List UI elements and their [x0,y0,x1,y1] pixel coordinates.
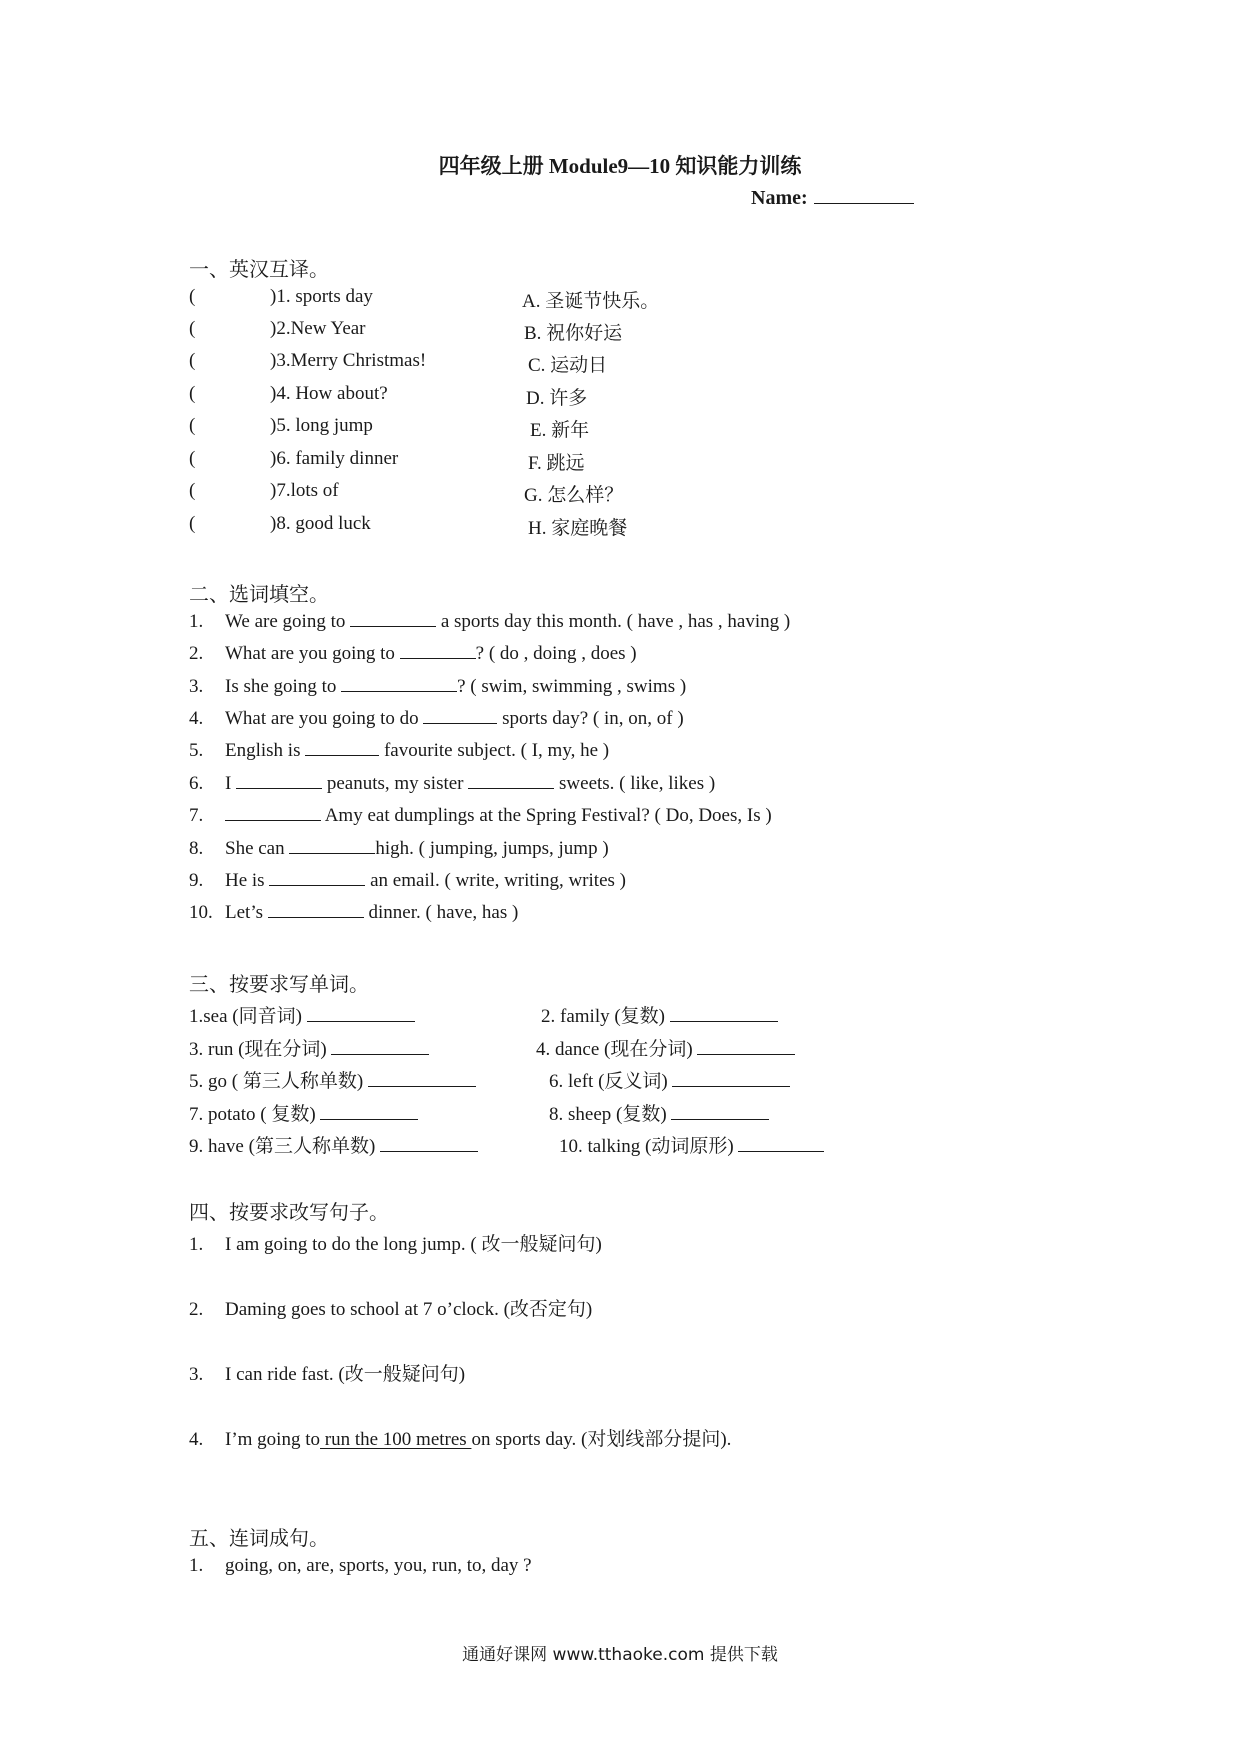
s2-item-num: 8. [189,838,204,859]
s1-item-left: )1. sports day [270,286,373,307]
s3-item-left: 5. go ( 第三人称单数) [189,1066,476,1093]
s1-item-right: F. 跳远 [528,453,585,474]
answer-blank[interactable] [268,902,364,918]
answer-blank[interactable] [368,1071,476,1087]
s3-item-right: 2. family (复数) [541,1001,778,1028]
section3-heading: 三、按要求写单词。 [189,974,369,996]
section4-heading: 四、按要求改写句子。 [189,1202,389,1224]
s2-item-num: 10. [189,902,213,923]
s2-item-num: 7. [189,805,204,826]
s4-item: 4. I’m going to run the 100 metres on sports day. (对划线部分提问). [189,1429,732,1450]
s2-item: 6. I peanuts, my sister sweets. ( like, likes ) [189,773,716,794]
s1-item-left: )7.lots of [270,480,339,501]
answer-blank[interactable] [672,1071,790,1087]
name-label: Name: [751,187,808,209]
section1-heading: 一、英汉互译。 [189,259,329,281]
s2-item-num: 4. [189,708,204,729]
s1-item-left: )5. long jump [270,415,373,436]
answer-blank[interactable] [236,773,322,789]
s3-item-right: 10. talking (动词原形) [559,1131,824,1158]
s1-item-left: )4. How about? [270,383,388,404]
underlined-phrase: run the 100 metres [320,1429,472,1450]
s1-item-left: )6. family dinner [270,448,399,469]
s1-item-right: D. 许多 [526,388,588,409]
s3-item-left: 1.sea (同音词) [189,1001,415,1028]
answer-blank[interactable] [423,708,497,724]
answer-blank[interactable] [671,1104,769,1120]
s1-paren: ( [189,383,196,404]
s2-item-num: 2. [189,643,204,664]
s2-item: 5. English is favourite subject. ( I, my, he ) [189,740,610,761]
s3-item-right: 8. sheep (复数) [549,1099,769,1126]
answer-blank[interactable] [305,740,379,756]
s4-item: 3. I can ride fast. (改一般疑问句) [189,1364,466,1385]
s3-item-left: 3. run (现在分词) [189,1034,429,1061]
answer-blank[interactable] [670,1006,778,1022]
answer-blank[interactable] [269,870,365,886]
answer-blank[interactable] [738,1136,824,1152]
name-blank [814,187,914,204]
answer-blank[interactable] [331,1039,429,1055]
s2-item: 10. Let’s dinner. ( have, has ) [189,902,519,923]
s2-item-num: 1. [189,611,204,632]
answer-blank[interactable] [400,643,476,659]
s1-item-left: )2.New Year [270,318,366,339]
s2-item: 9. He is an email. ( write, writing, writes ) [189,870,626,891]
page-title: 四年级上册 Module9—10 知识能力训练 [438,154,802,178]
answer-blank[interactable] [697,1039,795,1055]
s1-item-right: B. 祝你好运 [524,323,623,344]
s3-item-left: 7. potato ( 复数) [189,1099,418,1126]
s2-item: 8. She can high. ( jumping, jumps, jump ) [189,838,609,859]
answer-blank[interactable] [289,838,375,854]
s1-item-left: )3.Merry Christmas! [270,350,427,371]
s2-item: 3. Is she going to ? ( swim, swimming , swims ) [189,676,687,697]
s4-item: 1. I am going to do the long jump. ( 改一般疑问句) [189,1234,602,1255]
answer-blank[interactable] [225,805,321,821]
s1-item-right: H. 家庭晚餐 [528,518,628,539]
s1-paren: ( [189,448,196,469]
s1-paren: ( [189,415,196,436]
s3-item-left: 9. have (第三人称单数) [189,1131,478,1158]
section2-heading: 二、选词填空。 [189,584,329,606]
s1-paren: ( [189,318,196,339]
footer-credit: 通通好课网 www.tthaoke.com 提供下载 [462,1645,778,1665]
s5-item: 1. going, on, are, sports, you, run, to, day ? [189,1555,532,1576]
answer-blank[interactable] [380,1136,478,1152]
s1-item-right: E. 新年 [530,420,590,441]
s2-item-num: 5. [189,740,204,761]
s2-item-num: 3. [189,676,204,697]
s1-paren: ( [189,350,196,371]
answer-blank[interactable] [468,773,554,789]
s1-item-right: C. 运动日 [528,355,608,376]
s1-paren: ( [189,286,196,307]
s3-item-right: 6. left (反义词) [549,1066,790,1093]
s4-item: 2. Daming goes to school at 7 o’clock. (改否定句) [189,1299,593,1320]
s2-item: 4. What are you going to do sports day? ( in, on, of ) [189,708,684,729]
answer-blank[interactable] [320,1104,418,1120]
s2-item-num: 9. [189,870,204,891]
answer-blank[interactable] [341,676,457,692]
s1-paren: ( [189,513,196,534]
s2-item: 2. What are you going to ? ( do , doing , does ) [189,643,637,664]
s3-item-right: 4. dance (现在分词) [536,1034,795,1061]
s2-item: 1. We are going to a sports day this month. ( have , has , having ) [189,611,791,632]
s1-item-right: G. 怎么样？ [524,485,624,506]
answer-blank[interactable] [307,1006,415,1022]
s2-item: 7. Amy eat dumplings at the Spring Festival? ( Do, Does, Is ) [189,805,772,826]
answer-blank[interactable] [350,611,436,627]
s1-item-right: A. 圣诞节快乐。 [522,291,660,312]
s1-paren: ( [189,480,196,501]
s2-item-num: 6. [189,773,204,794]
s1-item-left: )8. good luck [270,513,371,534]
name-field [751,187,914,210]
section5-heading: 五、连词成句。 [189,1528,329,1550]
